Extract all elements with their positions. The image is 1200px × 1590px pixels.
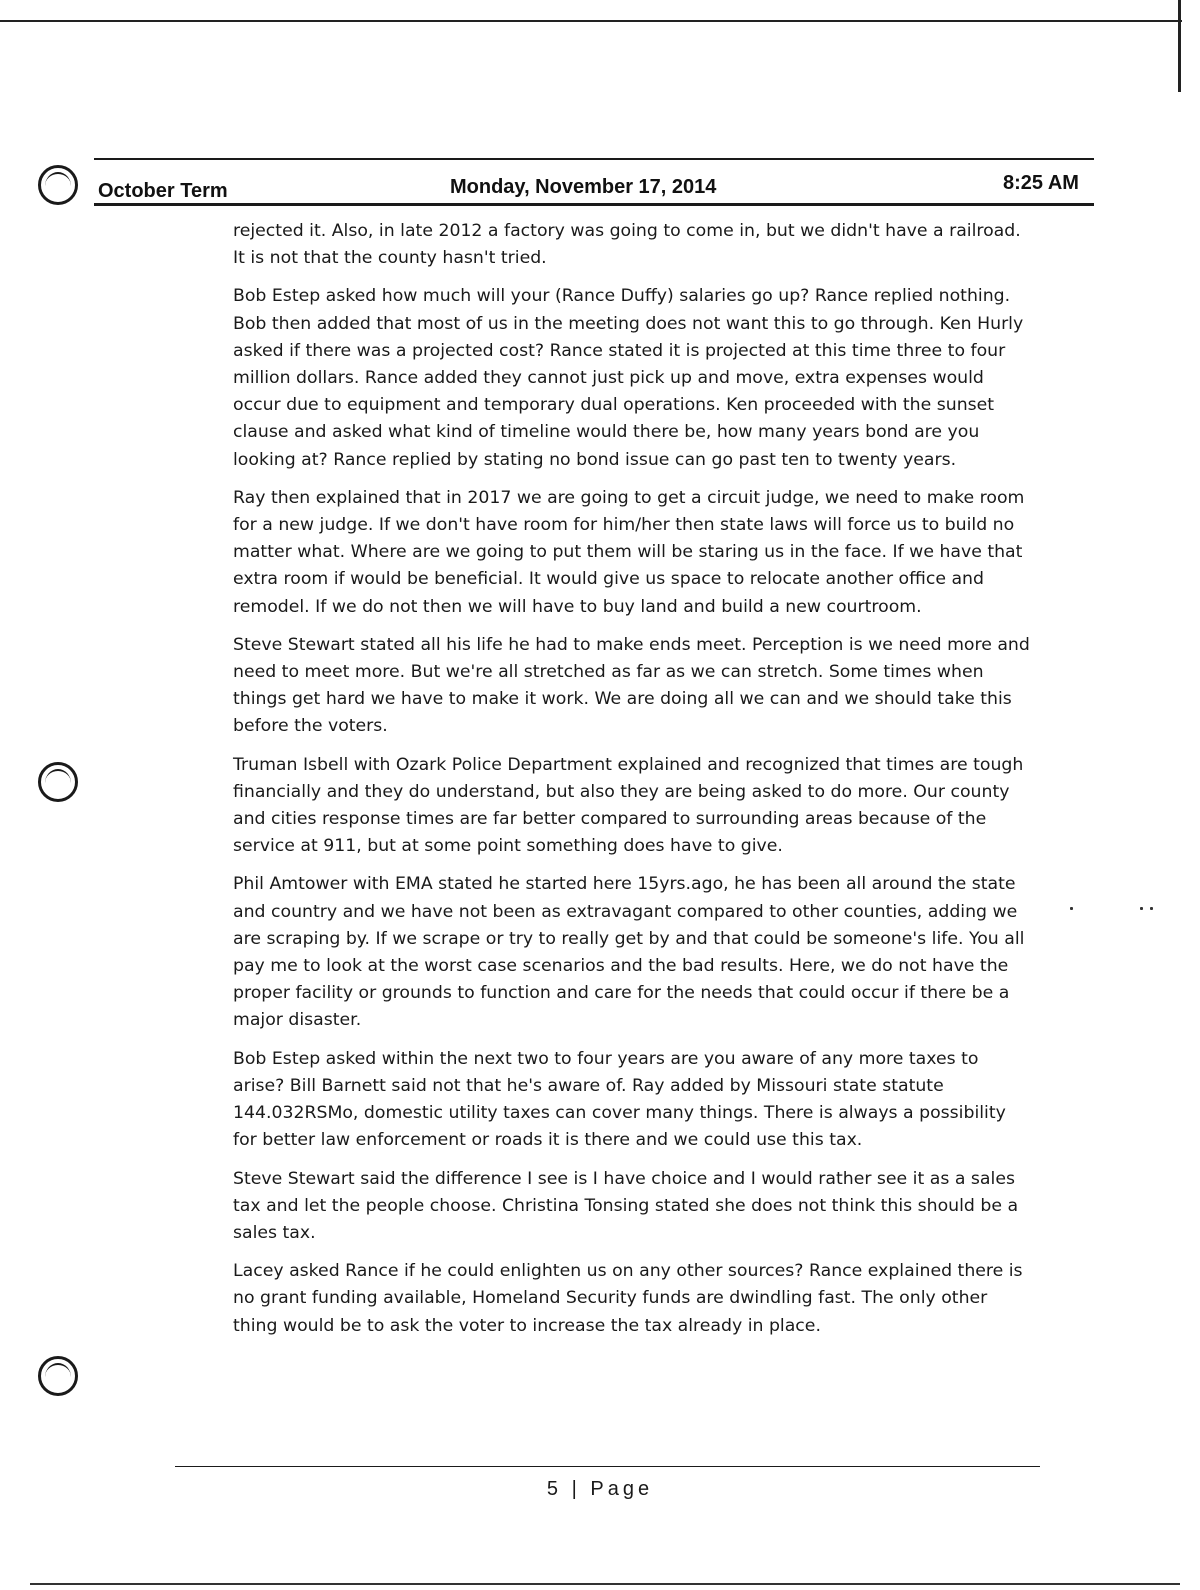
scan-speck [1070,907,1073,910]
paragraph: Bob Estep asked how much will your (Rance Duffy) salaries go up? Rance replied nothing. Bob then added that most of us in the meeting does not want this to go through. Ken Hurly asked if there was a projected cost? Rance stated it is projected at this time three to four million dollars. Rance added they cannot just pick up and move, extra expenses would occur due to equipment and temporary dual operations. Ken proceeded with the sunset clause and asked what kind of timeline would there be, how many years bond are you looking at? Rance replied by stating no bond issue can go past ten to twenty years. [233,286,1024,470]
scan-edge-bottom [30,1583,1180,1585]
footer-rule [175,1466,1040,1467]
scan-speck [1150,907,1153,910]
header-rule-bottom [94,203,1094,206]
punch-hole-icon [38,1356,78,1396]
paragraph: Steve Stewart stated all his life he had to make ends meet. Perception is we need more and need to meet more. But we're all stretched as far as we can stretch. Some times when things get hard we have to make it work. We are doing all we can and we should take this before the voters. [233,634,1030,737]
punch-hole-icon [38,165,78,205]
page-number: 5 | Page [546,1478,654,1500]
header-date: Monday, November 17, 2014 [450,176,717,198]
scan-edge-top [0,20,1182,22]
header-rule-top [94,158,1094,160]
header-time: 8:25 AM [1003,172,1079,194]
paragraph: Bob Estep asked within the next two to four years are you aware of any more taxes to arise? Bill Barnett said not that he's aware of. Ray added by Missouri state statute 144.032RSMo, domestic utility taxes can cover many things. There is always a possibility for better law enforcement or roads it is there and we could use this tax. [233,1048,1006,1151]
scan-edge-right [1178,0,1181,92]
minutes-body [233,218,1033,1351]
paragraph: Phil Amtower with EMA stated he started here 15yrs.ago, he has been all around the state and country and we have not been as extravagant compared to other counties, adding we are scraping by. If we scrape or try to really get by and that could be someone's life. You all pay me to look at the worst case scenarios and the bad results. Here, we do not have the proper facility or grounds to function and care for the needs that could occur if there be a major disaster. [233,874,1025,1031]
paragraph: Steve Stewart said the difference I see is I have choice and I would rather see it as a sales tax and let the people choose. Christina Tonsing stated she does not think this should be a sales tax. [233,1168,1019,1243]
paragraph: rejected it. Also, in late 2012 a factory was going to come in, but we didn't have a railroad. It is not that the county hasn't tried. [233,221,1021,269]
paragraph: Lacey asked Rance if he could enlighten us on any other sources? Rance explained there is no grant funding available, Homeland Security funds are dwindling fast. The only other thing would be to ask the voter to increase the tax already in place. [233,1261,1023,1336]
header-term: October Term [98,180,228,202]
paragraph: Ray then explained that in 2017 we are going to get a circuit judge, we need to make room for a new judge. If we don't have room for him/her then state laws will force us to build no matter what. Where are we going to put them will be staring us in the face. If we have that extra room if would be beneficial. It would give us space to relocate another office and remodel. If we do not then we will have to buy land and build a new courtroom. [233,487,1025,617]
paragraph: Truman Isbell with Ozark Police Department explained and recognized that times are tough financially and they do understand, but also they are being asked to do more. Our county and cities response times are far better compared to surrounding areas because of the service at 911, but at some point something does have to give. [233,754,1024,857]
punch-hole-icon [38,762,78,802]
scan-speck [1140,907,1143,910]
